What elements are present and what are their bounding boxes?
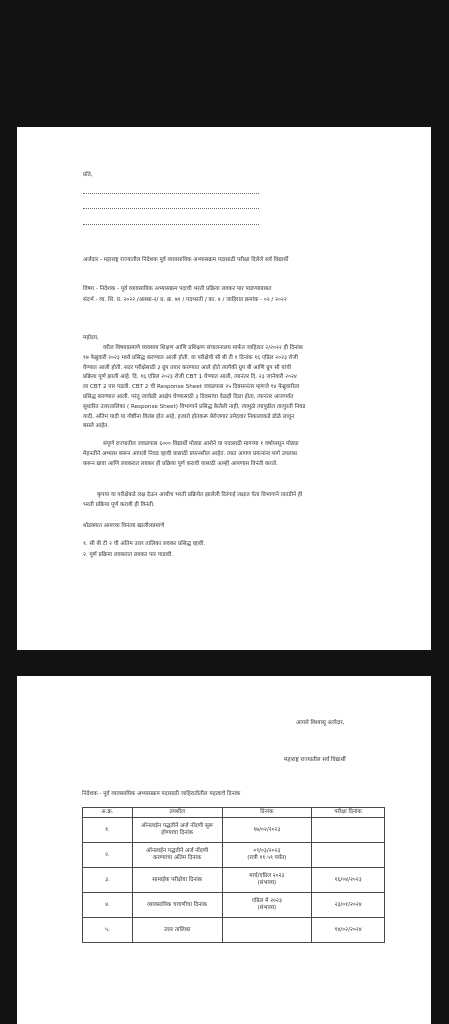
row-date [222,918,312,943]
row-exam-date: १६/०४/२०२३ [312,868,385,893]
applicant-line: अर्जदार - महाराष्ट्र राज्यातील निदेशक पूर्व व्यावसायिक अभ्यासक्रम पदासाठी परीक्षा दिलेले सर्व विद्यार्थी [83,257,289,263]
table-row [83,868,385,893]
row-exam-date: १४/०२/२०२४ [312,918,385,943]
column-header: अ.क्र. [83,808,133,818]
date-note: (संभाव्य) [257,880,277,886]
row-exam-date [312,818,385,843]
row-date [222,868,312,893]
paragraph-line: बसले आहेत. [83,423,110,430]
row-date [222,843,312,868]
column-header: दिनांक [222,808,312,818]
row-detail: ऑनलाईन पद्धतीने अर्ज नोंदणी करण्याचा अंतिम दिनांक [132,843,222,868]
paragraph-line: वरील विषयाप्रमाणे व्यवसाय शिक्षण आणि प्रशिक्षण संचालनालय मार्फत जाहिरात २/२०२२ ही दिनांक [103,345,303,351]
row-detail: व्यावसायिक चाचणीचा दिनांक [132,893,222,918]
paragraph-line: कृपया या परीक्षेकडे लक्ष देऊन आधीच भरती प्रक्रियेत झालेली दिरंगाई लक्षात घेता विभागाने तातडीने ही [97,492,303,498]
row-detail: उत्तर तालिका [132,918,222,943]
table-row [83,818,385,843]
column-header: परीक्षा दिनांक [312,808,385,818]
date-note: (संभाव्य) [257,905,277,911]
table-title: निदेशक - पूर्व व्यावसायिक अभ्यासक्रम पदासाठी जाहिरातीतील महत्वाचे दिनांक [82,791,241,797]
table-header-row [83,808,385,818]
date-value: ०९/०३/२०२३ [253,848,281,854]
paragraph-line: यादी, अंतिम यादी या गोष्टींना विलंब होत आहे, हजारो होतकरू बेरोजगार उमेदवार निकालाकडे डोळे लावून [83,413,295,420]
paragraph-line: प्रसिद्ध करण्यात आली. परंतु त्यावेळी आक्षेप घेण्यासाठी ३ दिवसांचा वेळही दिला होता, त्यानंतर आजपर्यंत [83,393,294,400]
paragraph-line: सुधारित उत्तरतालिका ( Response Sheet) विभागाने प्रसिद्ध केलेली नाही, त्यामुळे त्यापुढील तात्पुरती निवड [83,403,306,410]
row-date [222,893,312,918]
paragraph-line: संपूर्ण राज्यातील जवळपास ६००० विद्यार्थी मोठ्या आशेने या पदासाठी मागच्या १ वर्षापासून मोठ्या [103,441,299,447]
signatory: महाराष्ट्र राज्यातील सर्व विद्यार्थी [284,757,346,763]
table-row [83,843,385,868]
paragraph-line: प्रक्रिया पूर्ण झाली आहे. दि. १६ एप्रिल २०२३ रोजी CBT 1 घेण्यात आली, त्यानंतर दि. २३ जानेवारी २०२४ [83,374,297,381]
column-header: तपशील [132,808,222,818]
paragraph-line: घेण्यात आली होती. सदर परीक्षेसाठी ३ ग्रुप तयार करण्यात आले होते त्यापैकी ग्रुप बी आणि ग्रुप सी यांची [83,364,292,371]
addressee-label: प्रति, [83,172,93,178]
address-blank-line-1 [83,193,259,194]
paragraph-line: मेहनतीने अभ्यास करून आपली निवड व्हावी यासाठी प्रयत्नशील आहेत. त्यात आपण प्रयत्नांना मार्ग उपलब्ध [83,450,297,457]
date-note: (रात्री ११.५९ पर्यंत) [247,855,287,861]
date-value: मार्च/एप्रिल २०२३ [249,873,285,879]
paragraph-line: १७ फेब्रुवारी २०२३ मध्ये प्रसिद्ध करण्यात आली होती. या परीक्षेची सी बी टी १ दिनांक १६ एप्रिल २०२३ रोजी [83,354,298,361]
row-number: ५. [83,918,133,943]
request-item: २. पूर्ण प्रक्रिया लवकरात लवकर पार पाडावी. [83,552,174,558]
date-value: एप्रिल मे २०२३ [251,898,282,904]
paragraph-line: भरती प्रक्रिया पूर्ण करावी ही विनंती. [83,501,155,508]
row-number: २. [83,843,133,868]
requests-intro: थोडक्यात आमच्या विनंत्या खालीलप्रमाणे [83,523,165,529]
paragraph-3 [83,491,302,511]
salutation: महोदय, [83,335,99,341]
row-exam-date [312,843,385,868]
row-exam-date: २३/०१/२०२४ [312,893,385,918]
row-detail: ऑनलाईन पद्धतीने अर्ज नोंदणी सुरू होण्याचा दिनांक [132,818,222,843]
table-row [83,893,385,918]
letter-page-2 [17,676,431,1024]
table-row [83,918,385,943]
row-detail: सामाईक परीक्षेचा दिनांक [132,868,222,893]
paragraph-line: करून द्यावा आणि लवकरात लवकर ही प्रक्रिया पूर्ण करावी यासाठी आम्ही आपणास विनंती करतो. [83,460,278,467]
address-blank-line-3 [83,224,259,225]
address-blank-line-2 [83,208,259,209]
subject-line: विषय - निदेशक - पूर्व व्यावसायिक अभ्यासक्रम पदाची भरती प्रक्रिया लवकर पार पाडण्याबाबत [83,286,272,292]
paragraph-1 [83,344,305,432]
important-dates-table [82,807,385,943]
letter-page-1 [17,127,431,650]
date-value: १७/०२/२०२३ [253,826,281,833]
paragraph-2 [83,440,299,469]
row-number: ३. [83,868,133,893]
row-number: ४. [83,893,133,918]
request-item: १. सी बी टी २ ची अंतिम उत्तर तालिका लवकर प्रसिद्ध व्हावी. [83,541,206,547]
closing-faithfully: आपले विश्वासू अर्जदार, [296,720,345,726]
paragraph-line: ला CBT 2 पार पडली. CBT 2 ची Response Sheet जवळपास २५ दिवसानंतर म्हणजे १४ फेब्रुवारीला [83,384,300,391]
reference-line: संदर्भ - व्य. शि. प्र. २०२२ /आस्था-२/ प्र. क्र. ७१ / पदभरती / का. ४ / जाहिरात क्रमांक - ०२ / २०२२ [83,297,287,303]
row-date [222,818,312,843]
row-number: १. [83,818,133,843]
